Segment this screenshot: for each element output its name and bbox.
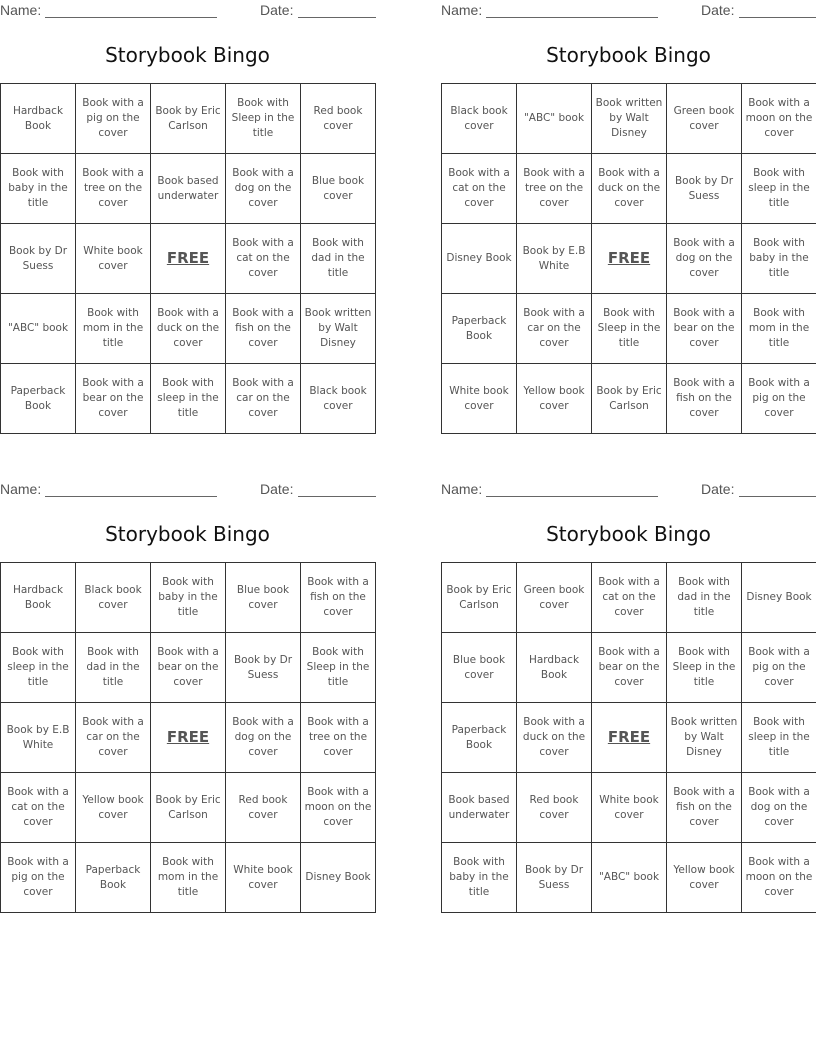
- bingo-cell: Book with a bear on the cover: [592, 633, 667, 703]
- name-label: Name:: [0, 481, 42, 497]
- bingo-cell: Book with a moon on the cover: [742, 843, 816, 913]
- bingo-cell: Book with a duck on the cover: [517, 703, 592, 773]
- bingo-cell: Book written by Walt Disney: [592, 84, 667, 154]
- bingo-cell: Book with a pig on the cover: [76, 84, 151, 154]
- name-label: Name:: [441, 2, 483, 18]
- bingo-cell: Book with sleep in the title: [151, 364, 226, 434]
- bingo-cell: Book based underwater: [442, 773, 517, 843]
- bingo-cell: Book by E.B White: [1, 703, 76, 773]
- bingo-cell: Book with a car on the cover: [76, 703, 151, 773]
- bingo-cell: Book with baby in the title: [151, 563, 226, 633]
- free-space: FREE: [592, 703, 667, 773]
- bingo-cell: "ABC" book: [517, 84, 592, 154]
- bingo-cell: Book by Eric Carlson: [442, 563, 517, 633]
- date-field[interactable]: [298, 17, 376, 18]
- bingo-cell: Book with a pig on the cover: [742, 633, 816, 703]
- bingo-cell: Black book cover: [76, 563, 151, 633]
- name-field[interactable]: [486, 17, 658, 18]
- bingo-cell: Book with a cat on the cover: [226, 224, 301, 294]
- bingo-grid: [441, 83, 816, 434]
- bingo-cell: Book with Sleep in the title: [667, 633, 742, 703]
- free-space: FREE: [151, 703, 226, 773]
- free-space: FREE: [151, 224, 226, 294]
- bingo-cell: Book with sleep in the title: [742, 154, 816, 224]
- bingo-cell: Book with a pig on the cover: [1, 843, 76, 913]
- bingo-cell: Book by Eric Carlson: [151, 84, 226, 154]
- date-field[interactable]: [739, 17, 816, 18]
- bingo-cell: Green book cover: [517, 563, 592, 633]
- bingo-cell: Book with a car on the cover: [517, 294, 592, 364]
- bingo-cell: Book with a tree on the cover: [76, 154, 151, 224]
- date-field[interactable]: [739, 496, 816, 497]
- bingo-cell: Book with a car on the cover: [226, 364, 301, 434]
- bingo-cell: Book with dad in the title: [301, 224, 376, 294]
- bingo-cell: Blue book cover: [226, 563, 301, 633]
- date-label: Date:: [701, 481, 735, 497]
- bingo-cell: Blue book cover: [442, 633, 517, 703]
- bingo-cell: Book with a dog on the cover: [742, 773, 816, 843]
- card-header: [441, 481, 816, 499]
- date-field[interactable]: [298, 496, 376, 497]
- bingo-cell: Book with a moon on the cover: [301, 773, 376, 843]
- bingo-cell: Book with a fish on the cover: [667, 364, 742, 434]
- card-header: [0, 2, 376, 20]
- bingo-cell: Book with mom in the title: [76, 294, 151, 364]
- bingo-cell: Black book cover: [442, 84, 517, 154]
- bingo-cell: Book with a bear on the cover: [76, 364, 151, 434]
- bingo-cell: Book with baby in the title: [742, 224, 816, 294]
- bingo-cell: Book by Dr Suess: [226, 633, 301, 703]
- bingo-cell: Book with Sleep in the title: [592, 294, 667, 364]
- bingo-cell: Blue book cover: [301, 154, 376, 224]
- name-field[interactable]: [45, 17, 217, 18]
- card-title: Storybook Bingo: [546, 522, 711, 546]
- bingo-cell: Book by Dr Suess: [517, 843, 592, 913]
- bingo-cell: White book cover: [592, 773, 667, 843]
- bingo-cell: Hardback Book: [1, 84, 76, 154]
- name-field[interactable]: [45, 496, 217, 497]
- bingo-cell: Paperback Book: [442, 294, 517, 364]
- card-header: [441, 2, 816, 20]
- bingo-cell: Book with a cat on the cover: [592, 563, 667, 633]
- bingo-cell: Book with a fish on the cover: [226, 294, 301, 364]
- bingo-cell: Book with a tree on the cover: [517, 154, 592, 224]
- bingo-cell: Yellow book cover: [667, 843, 742, 913]
- bingo-cell: Book with a duck on the cover: [151, 294, 226, 364]
- name-label: Name:: [0, 2, 42, 18]
- bingo-cell: Book by Eric Carlson: [592, 364, 667, 434]
- bingo-cell: Book with a moon on the cover: [742, 84, 816, 154]
- bingo-cell: Book with a dog on the cover: [667, 224, 742, 294]
- bingo-cell: Book with a dog on the cover: [226, 154, 301, 224]
- bingo-cell: Book with mom in the title: [151, 843, 226, 913]
- bingo-cell: White book cover: [442, 364, 517, 434]
- bingo-grid: [0, 83, 376, 434]
- free-space: FREE: [592, 224, 667, 294]
- bingo-cell: Yellow book cover: [517, 364, 592, 434]
- bingo-cell: Book with a tree on the cover: [301, 703, 376, 773]
- name-label: Name:: [441, 481, 483, 497]
- bingo-cell: Book with a fish on the cover: [301, 563, 376, 633]
- bingo-cell: Disney Book: [301, 843, 376, 913]
- bingo-grid: [441, 562, 816, 913]
- bingo-cell: White book cover: [226, 843, 301, 913]
- bingo-cell: Book with sleep in the title: [1, 633, 76, 703]
- bingo-cell: Paperback Book: [1, 364, 76, 434]
- date-label: Date:: [260, 2, 294, 18]
- card-title: Storybook Bingo: [105, 522, 270, 546]
- bingo-cell: Hardback Book: [517, 633, 592, 703]
- bingo-cell: Book based underwater: [151, 154, 226, 224]
- card-header: [0, 481, 376, 499]
- bingo-cell: Book with a fish on the cover: [667, 773, 742, 843]
- bingo-cell: Disney Book: [742, 563, 816, 633]
- bingo-cell: Book with a pig on the cover: [742, 364, 816, 434]
- bingo-grid: [0, 562, 376, 913]
- bingo-cell: Book with dad in the title: [667, 563, 742, 633]
- bingo-cell: Book by Dr Suess: [667, 154, 742, 224]
- bingo-cell: Book with sleep in the title: [742, 703, 816, 773]
- bingo-cell: Book with baby in the title: [1, 154, 76, 224]
- bingo-cell: Paperback Book: [76, 843, 151, 913]
- bingo-cell: Book written by Walt Disney: [667, 703, 742, 773]
- bingo-cell: Book with a bear on the cover: [667, 294, 742, 364]
- bingo-cell: Book with mom in the title: [742, 294, 816, 364]
- bingo-cell: Red book cover: [517, 773, 592, 843]
- bingo-cell: Book with a cat on the cover: [442, 154, 517, 224]
- bingo-cell: Book by Eric Carlson: [151, 773, 226, 843]
- card-title: Storybook Bingo: [105, 43, 270, 67]
- bingo-cell: Book by E.B White: [517, 224, 592, 294]
- bingo-cell: Hardback Book: [1, 563, 76, 633]
- bingo-cell: Book with a bear on the cover: [151, 633, 226, 703]
- bingo-cell: Book by Dr Suess: [1, 224, 76, 294]
- bingo-cell: Yellow book cover: [76, 773, 151, 843]
- bingo-cell: "ABC" book: [1, 294, 76, 364]
- bingo-cell: Book with baby in the title: [442, 843, 517, 913]
- bingo-cell: Green book cover: [667, 84, 742, 154]
- bingo-cell: "ABC" book: [592, 843, 667, 913]
- bingo-cell: Disney Book: [442, 224, 517, 294]
- bingo-cell: Book with Sleep in the title: [301, 633, 376, 703]
- name-field[interactable]: [486, 496, 658, 497]
- bingo-cell: White book cover: [76, 224, 151, 294]
- bingo-cell: Red book cover: [226, 773, 301, 843]
- bingo-cell: Book with a dog on the cover: [226, 703, 301, 773]
- bingo-cell: Book with a duck on the cover: [592, 154, 667, 224]
- bingo-cell: Book with dad in the title: [76, 633, 151, 703]
- bingo-cell: Black book cover: [301, 364, 376, 434]
- bingo-cell: Book with a cat on the cover: [1, 773, 76, 843]
- date-label: Date:: [701, 2, 735, 18]
- card-title: Storybook Bingo: [546, 43, 711, 67]
- bingo-cell: Red book cover: [301, 84, 376, 154]
- bingo-cell: Book written by Walt Disney: [301, 294, 376, 364]
- date-label: Date:: [260, 481, 294, 497]
- bingo-cell: Book with Sleep in the title: [226, 84, 301, 154]
- bingo-cell: Paperback Book: [442, 703, 517, 773]
